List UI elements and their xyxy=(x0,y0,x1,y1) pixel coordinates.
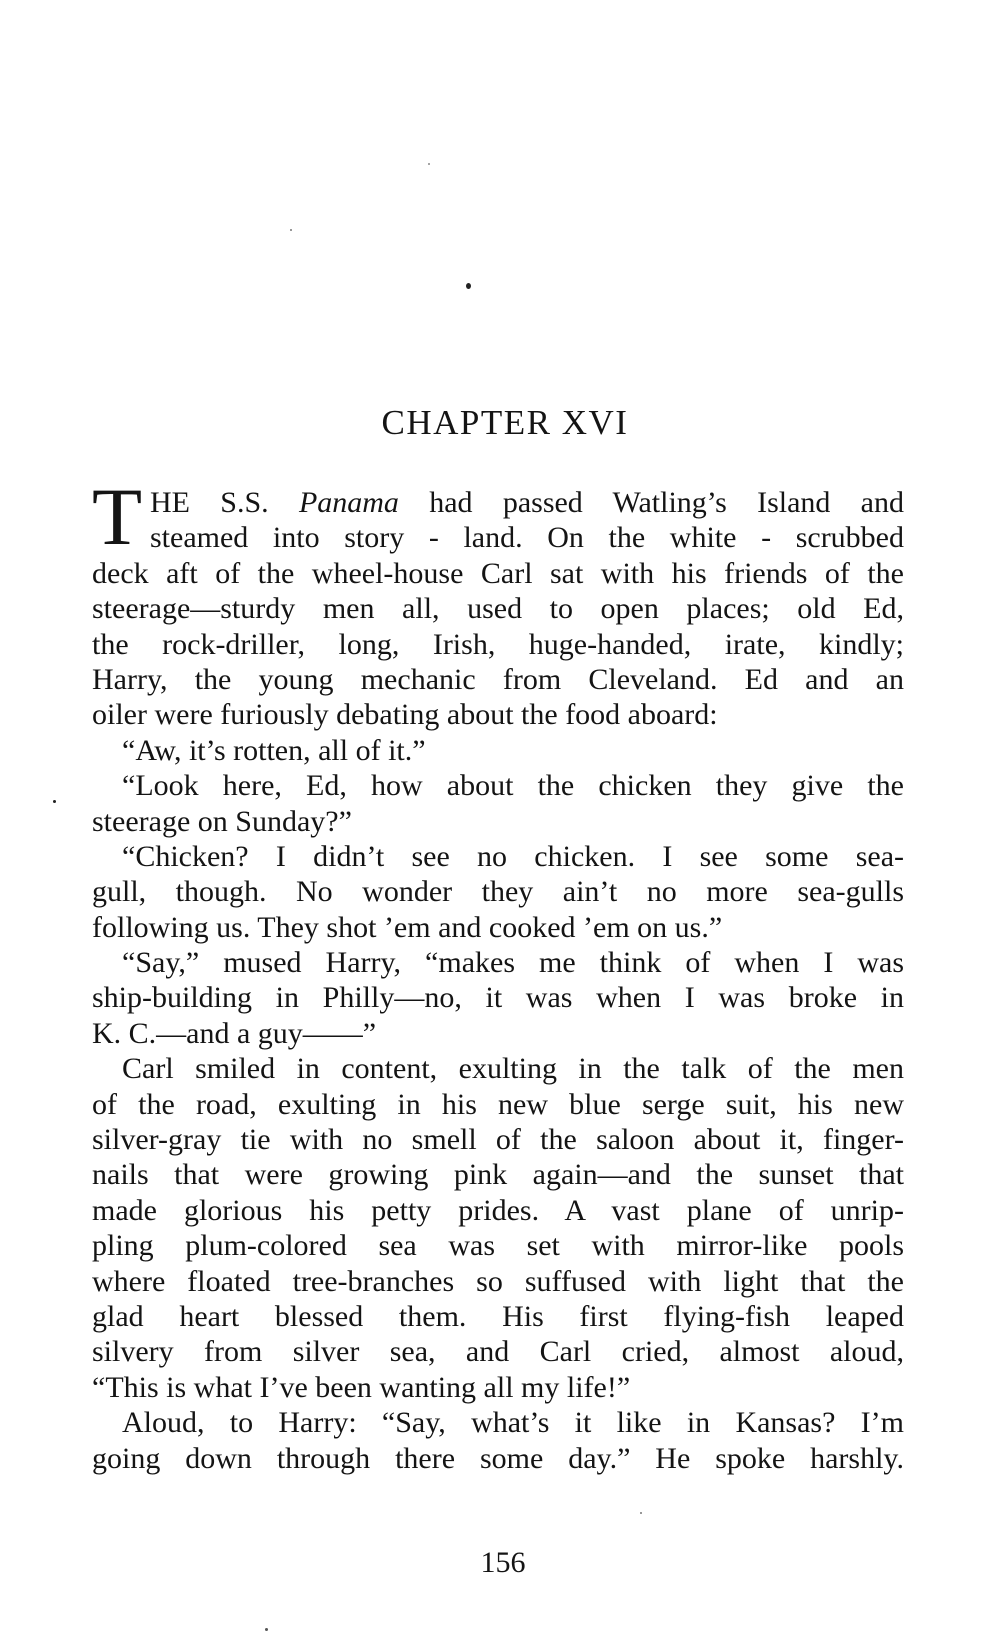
drop-cap: T xyxy=(92,471,143,562)
text-line: “Aw, it’s rotten, all of it.” xyxy=(122,733,426,767)
text-line: steerage on Sunday?” xyxy=(92,804,352,838)
scan-speck xyxy=(290,229,292,231)
scan-speck xyxy=(265,1628,268,1631)
text-line: the rock-driller, long, Irish, huge-handed, irate, kindly; xyxy=(92,627,904,661)
scan-speck xyxy=(53,800,56,803)
text-line: pling plum-colored sea was set with mirror-like pools xyxy=(92,1229,904,1263)
text-line: steamed into story - land. On the white - scrubbed xyxy=(150,521,904,555)
text-line: following us. They shot ’em and cooked ’em on us.” xyxy=(92,910,723,944)
ship-name: Panama xyxy=(298,486,399,519)
text-line: Carl smiled in content, exulting in the talk of the men xyxy=(122,1052,904,1086)
text-line: Harry, the young mechanic from Cleveland. Ed and an xyxy=(92,662,904,696)
text-line: going down through there some day.” He spoke harshly. xyxy=(92,1441,904,1475)
body-text xyxy=(92,485,904,1476)
scan-speck xyxy=(640,1512,642,1514)
text-line: gull, though. No wonder they ain’t no more sea-gulls xyxy=(92,875,904,909)
text-line: oiler were furiously debating about the food aboard: xyxy=(92,698,718,732)
chapter-title: CHAPTER XVI xyxy=(381,403,629,442)
page-number: 156 xyxy=(480,1546,526,1579)
text-line xyxy=(92,485,904,520)
text-line: “Chicken? I didn’t see no chicken. I see some sea- xyxy=(122,839,904,873)
text-line: steerage—sturdy men all, used to open places; old Ed, xyxy=(92,592,904,626)
scan-speck xyxy=(428,163,430,165)
text-line: “Look here, Ed, how about the chicken they give the xyxy=(122,769,904,803)
text-line: deck aft of the wheel-house Carl sat with his friends of the xyxy=(92,556,904,590)
text-line: where floated tree-branches so suffused with light that the xyxy=(92,1264,904,1298)
text-line: ship-building in Philly—no, it was when I was broke in xyxy=(92,981,904,1015)
text-line: made glorious his petty prides. A vast plane of unrip- xyxy=(92,1193,904,1227)
scan-speck xyxy=(466,283,471,289)
text-line: silver-gray tie with no smell of the saloon about it, finger- xyxy=(92,1123,904,1157)
text-line: silvery from silver sea, and Carl cried, almost aloud, xyxy=(92,1335,904,1369)
text-line: glad heart blessed them. His first flying-fish leaped xyxy=(92,1299,904,1333)
text-line: “This is what I’ve been wanting all my life!” xyxy=(92,1370,631,1404)
line-text: HE S.S. Panama had passed Watling’s Island and xyxy=(150,486,904,519)
text-line: K. C.—and a guy——” xyxy=(92,1016,377,1050)
text-line: Aloud, to Harry: “Say, what’s it like in Kansas? I’m xyxy=(122,1406,904,1440)
text-line: nails that were growing pink again—and the sunset that xyxy=(92,1158,904,1192)
text-line: of the road, exulting in his new blue serge suit, his new xyxy=(92,1087,904,1121)
text-line: “Say,” mused Harry, “makes me think of when I was xyxy=(122,946,904,980)
